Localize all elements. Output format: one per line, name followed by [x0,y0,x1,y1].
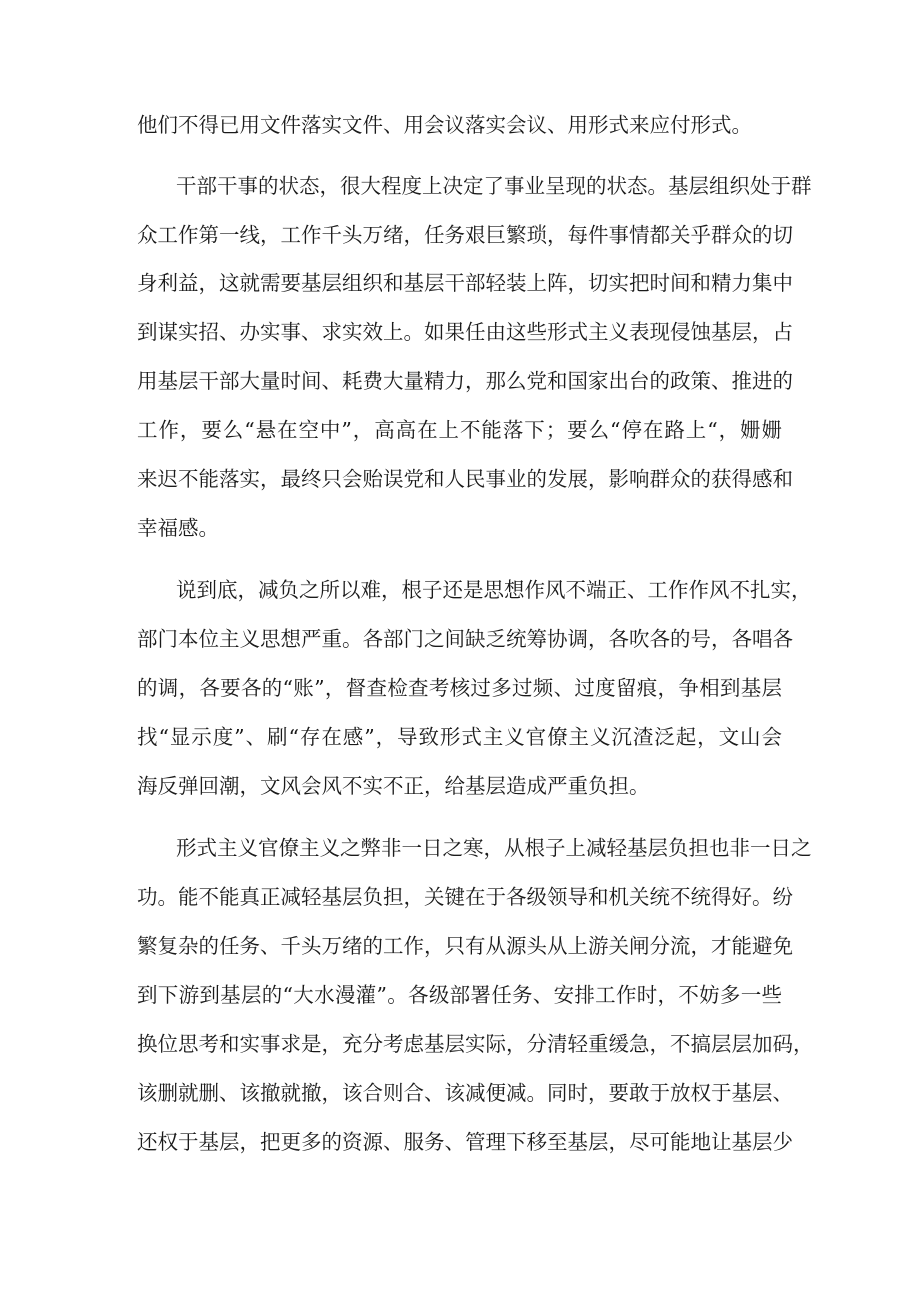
text-line [0,464,920,494]
text-line [0,513,920,543]
line-text: 说到底，减负之所以难，根子还是思想作风不端正、工作作风不扎实， [176,578,812,602]
line-text: 该删就删、该撤就撤，该合则合、该减便减。同时，要敢于放权于基层、 [137,1081,793,1105]
text-line [0,882,920,912]
text-line [0,415,920,445]
text-line [0,1127,920,1157]
text-line [0,673,920,703]
line-text: 众工作第一线，工作千头万绪，任务艰巨繁琐，每件事情都关乎群众的切 [137,223,793,247]
line-text: 换位思考和实事求是，充分考虑基层实际，分清轻重缓急，不搞层层加码， [137,1032,814,1056]
line-text: 形式主义官僚主义之弊非一日之寒，从根子上减轻基层负担也非一日之 [176,836,812,860]
line-text: 的调，各要各的“账”，督查检查考核过多过频、过度留痕，争相到基层 [137,676,782,700]
line-text: 工作，要么“悬在空中”，高高在上不能落下；要么“停在路上“，姗姗 [137,418,782,442]
line-text: 还权于基层，把更多的资源、服务、管理下移至基层，尽可能地让基层少 [137,1130,793,1154]
line-text: 功。能不能真正减轻基层负担，关键在于各级领导和机关统不统得好。纷 [137,885,793,909]
text-line [0,110,920,140]
line-text: 找“显示度”、刷“存在感”，导致形式主义官僚主义沉渣泛起，文山会 [137,725,782,749]
line-text: 繁复杂的任务、千头万绪的工作，只有从源头从上游关闸分流，才能避免 [137,934,793,958]
line-text: 他们不得已用文件落实文件、用会议落实会议、用形式来应付形式。 [137,113,752,137]
line-text: 到谋实招、办实事、求实效上。如果任由这些形式主义表现侵蚀基层，占 [137,320,793,344]
text-line [0,771,920,801]
text-line [0,366,920,396]
line-text: 用基层干部大量时间、耗费大量精力，那么党和国家出台的政策、推进的 [137,369,793,393]
text-line [0,722,920,752]
text-line [0,317,920,347]
text-line [0,171,920,201]
text-line [0,833,920,863]
text-line [0,624,920,654]
line-text: 海反弹回潮，文风会风不实不正，给基层造成严重负担。 [137,774,650,798]
text-line [0,220,920,250]
text-line [0,1029,920,1059]
text-line [0,268,920,298]
line-text: 幸福感。 [137,516,219,540]
text-line [0,575,920,605]
line-text: 到下游到基层的“大水漫灌”。各级部署任务、安排工作时，不妨多一些 [137,983,782,1007]
line-text: 身利益，这就需要基层组织和基层干部轻装上阵，切实把时间和精力集中 [137,271,793,295]
line-text: 干部干事的状态，很大程度上决定了事业呈现的状态。基层组织处于群 [176,174,812,198]
text-line [0,931,920,961]
line-text: 部门本位主义思想严重。各部门之间缺乏统筹协调，各吹各的号，各唱各 [137,627,793,651]
text-line [0,1078,920,1108]
line-text: 来迟不能落实，最终只会贻误党和人民事业的发展，影响群众的获得感和 [137,467,793,491]
text-line [0,980,920,1010]
